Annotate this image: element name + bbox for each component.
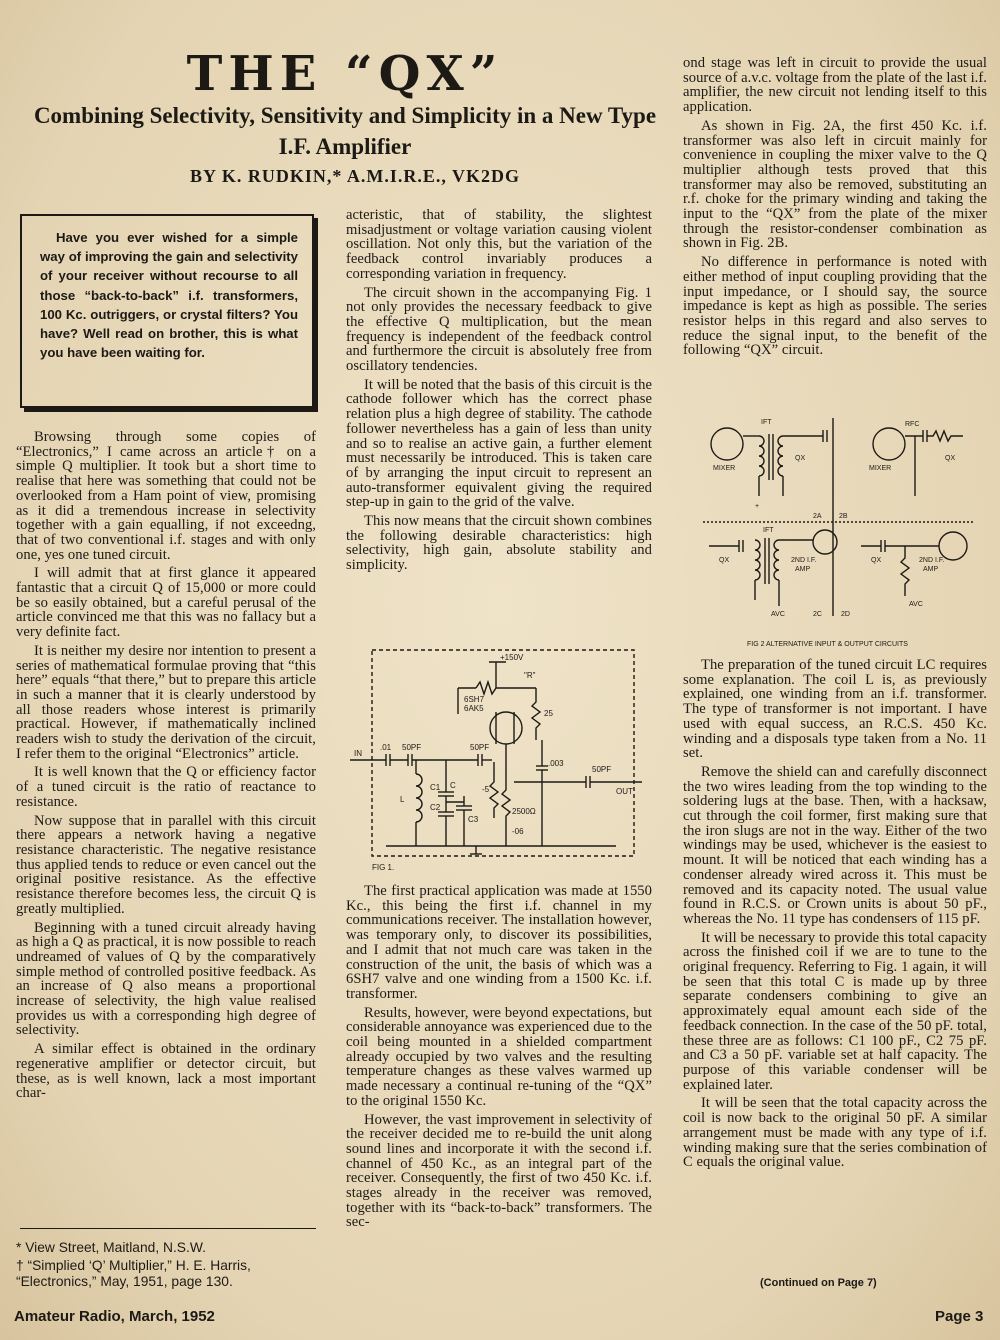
paragraph: It will be seen that the total capacity across the coil is now back to the original 50 pF. A similar arrangement must be made with any type of i.f. winding making sure that the series combination of C equals the original value. (683, 1095, 987, 1171)
paragraph: acteristic, that of stability, the slightest misadjustment or voltage variation causing violent oscillation. Not only this, but the variation of the feedback control invariably produces a corresponding variation in frequency. (346, 207, 652, 282)
figure-1-schematic (346, 642, 652, 878)
fig2-label-2d: 2D (841, 611, 850, 618)
fig1-label-c3: C3 (468, 815, 479, 824)
fig2-label-qx-c: QX (719, 557, 730, 564)
fig1-caption: FIG 1. (372, 863, 395, 872)
fig2-label-mixer-a: MIXER (713, 465, 736, 472)
fig2-caption: FIG 2 ALTERNATIVE INPUT & OUTPUT CIRCUITS (747, 641, 908, 648)
fig1-label-c50b: 50PF (470, 743, 490, 752)
fig1-label-c1: C1 (430, 783, 441, 792)
fig1-label-r: "R" (524, 671, 536, 680)
article-title: THE “QX” (186, 46, 504, 102)
paragraph: It is well known that the Q or efficiency factor of a tuned circuit is the ratio of reactance to resistance. (16, 764, 316, 810)
fig1-frame (372, 650, 634, 856)
fig2-label-mixer-b: MIXER (869, 465, 892, 472)
fig2-label-amp2-c: AMP (795, 566, 811, 573)
fig1-label-c50a: 50PF (402, 743, 422, 752)
fig2-label-ift-c: IFT (763, 527, 774, 534)
fig1-label-c003: .003 (548, 759, 564, 768)
paragraph: It is neither my desire nor intention to present a series of mathematical formulae proving that “this here” equals “that there,” but to prepare this article in such a manner that it is clearly understood by all those readers whose interest is primarily practical. However, if mathematically inclined readers wish to study the derivation of the circuit, I refer them to the original “Electronics” article. (16, 642, 316, 762)
valve-symbol (490, 712, 522, 744)
fig2-label-rfc: RFC (905, 421, 920, 428)
paragraph: It will be necessary to provide this total capacity across the finished coil if we are to tune to the original frequency. Referring to Fig. 1 again, it will be seen that this total C is made up by three separate condensers combining to give an approximately equal amount each side of the feedback connection. In the case of the 50 pF. total, these three are as follows: C1 100 pF., C2 75 pF. and C3 a 50 pF. variable set at half capacity. The purpose of this variable condenser will be explained later. (683, 929, 987, 1093)
paragraph: This now means that the circuit shown combines the following desirable characteristics: high selectivity, high gain, absolute stability and simplicity. (346, 513, 652, 574)
column-3-continued (683, 658, 987, 1174)
fig2-label-2c: 2C (813, 611, 822, 618)
fig1-label-r06: -06 (512, 827, 524, 836)
fig2-label-qx-a: QX (795, 455, 806, 462)
footer-page-number: Page 3 (935, 1308, 984, 1325)
column-1 (16, 430, 316, 1105)
fig1-label-c2: C2 (430, 803, 441, 812)
paragraph: The circuit shown in the accompanying Fig. 1 not only provides the necessary feedback to give the effective Q multiplication, but the mean frequency is independent of the feedback control and furthermore the circuit is absolutely free from oscillatory tendencies. (346, 284, 652, 375)
fig2-label-amp2-d: AMP (923, 566, 939, 573)
continued-note: (Continued on Page 7) (760, 1277, 877, 1289)
fig1-label-c: C (450, 781, 456, 790)
fig2-label-avc-c: AVC (771, 611, 785, 618)
fig1-label-valve2: 6AK5 (464, 704, 484, 713)
fig2-label-qx-d: QX (871, 557, 882, 564)
paragraph: ond stage was left in circuit to provide the usual source of a.v.c. voltage from the plate of the last i.f. amplifier, the new circuit not lending itself to this application. (683, 55, 987, 116)
footnote-rule (20, 1228, 316, 1229)
fig1-label-valve: 6SH7 (464, 695, 485, 704)
fig2-label-ift-a: IFT (761, 419, 772, 426)
column-2-continued (346, 884, 652, 1234)
figure-2-schematics (683, 410, 987, 652)
fig1-label-r25: 25 (544, 709, 553, 718)
article-subtitle: Combining Selectivity, Sensitivity and Simplicity in a New Type I.F. Amplifier (33, 103, 657, 159)
footer-publication: Amateur Radio, March, 1952 (14, 1308, 215, 1325)
fig2-label-amp-d: 2ND I.F. (919, 557, 945, 564)
fig1-label-b-plus: +150V (500, 653, 524, 662)
fig1-label-r2500: 2500Ω (512, 807, 536, 816)
fig2-label-2a: 2A (813, 513, 822, 520)
paragraph: Browsing through some copies of “Electronics,” I came across an article† on a simple Q multiplier. It took but a short time to realise that here was something that could not be overlooked from a Ham point of view, promising as it did a tremendous increase in selectivity together with a gain equalling, if not exceedng, that of two conventional i.f. stages and with only one, yes one tuned circuit. (16, 429, 316, 563)
paragraph: No difference in performance is noted with either method of input coupling providing that the input impedance, or I should say, the source impedance is kept as high as possible. The series resistor helps in this regard and also serves to reduce the signal input, to the benefit of the following “QX” circuit. (683, 254, 987, 359)
paragraph: Now suppose that in parallel with this circuit there appears a network having a negative resistance characteristic. The negative resistance thus applied tends to reduce or even cancel out the original positive resistance. As the effective resistance therefore becomes less, the circuit Q is greatly multiplied. (16, 812, 316, 917)
fig2-label-plus: + (755, 503, 760, 510)
footnote-reference: † “Simplied ‘Q’ Multiplier,” H. E. Harris, “Electronics,” May, 1951, page 130. (16, 1258, 251, 1289)
fig2-label-avc-d: AVC (909, 601, 923, 608)
fig2-label-2b: 2B (839, 513, 848, 520)
paragraph: Results, however, were beyond expectations, but considerable annoyance was experienced due to the coil being mounted in a shielded compartment already occupied by two valves and the resulting temperature changes as these valves warmed up made necessary a continual re-tuning of the “QX” to the original 1550 Kc. (346, 1004, 652, 1109)
fig1-label-c50c: 50PF (592, 765, 612, 774)
intro-box (20, 214, 314, 408)
fig1-label-output: OUT (616, 787, 633, 796)
intro-text: Have you ever wished for a simple way of improving the gain and selectivity of your receiver without recourse to all those “back-to-back” i.f. transformers, 100 Kc. outriggers, or crystal filters? You have? Well read on brother, this is what you have been waiting for. (40, 230, 298, 361)
footnote-address: * View Street, Maitland, N.S.W. (16, 1240, 206, 1255)
column-3 (683, 56, 987, 362)
paragraph: Beginning with a tuned circuit already having as high a Q as practical, it is now possible to reach undreamed of values of Q by the comparatively simple method of controlled positive feedback. As an increase of Q also means a proportional increase of selectivity, the high value realised provides us with a corresponding high degree of selectivity. (16, 919, 316, 1039)
paragraph: The first practical application was made at 1550 Kc., this being the first i.f. channel in my communications receiver. The installation however, was temporary only, to discover its possibilities, and I admit that not much care was taken in the construction of the unit, the basis of which was a 6SH7 valve and one winding from a 1500 Kc. i.f. transformer. (346, 883, 652, 1002)
fig1-label-input: IN (354, 749, 362, 758)
paragraph: It will be noted that the basis of this circuit is the cathode follower which has the correct phase relation plus a high degree of stability. The cathode follower nevertheless has a gain of less than unity and so to realise an active gain, a further element must necessarily be introduced. This is taken care of by arranging the input circuit to represent an auto-transformer equivalent giving the required step-up in gain to the grid of the valve. (346, 376, 652, 511)
byline: BY K. RUDKIN,* A.M.I.R.E., VK2DG (189, 166, 521, 186)
fig2-label-amp-c: 2ND I.F. (791, 557, 817, 564)
paragraph: A similar effect is obtained in the ordinary regenerative amplifier or detector circuit, but these, as is well known, lack a most important char- (16, 1041, 316, 1102)
paragraph: Remove the shield can and carefully disconnect the two wires leading from the top winding to the soldering lugs at the base. Then, with a hacksaw, cut through the coil former, first making sure that the iron slugs are not in the way. Either of the two windings may be used, whichever is the easiest to mount. It will be noticed that each winding has a condenser already wired across it. This must be removed and its capacity noted. The usual value found in R.C.S. or Crown units is about 50 pF., whereas the No. 11 type has condensers of 115 pF. (683, 763, 987, 927)
paragraph: The preparation of the tuned circuit LC requires some explanation. The coil L is, as previously explained, one winding from an i.f. transformer. The type of transformer is not important. I have used with equal success, an R.C.S. 450 Kc. winding and a disposals type taken from a No. 11 set. (683, 657, 987, 762)
column-2 (346, 208, 652, 577)
fig1-label-l: L (400, 795, 405, 804)
fig1-label-c01: .01 (380, 743, 392, 752)
paragraph: As shown in Fig. 2A, the first 450 Kc. i.f. transformer was also left in circuit mainly for convenience in coupling the mixer valve to the Q multiplier although tests proved that this transformer may also be removed, substituting an r.f. choke for the primary winding and taking the input to the “QX” from the plate of the mixer through the resistor-condenser combination as shown in Fig. 2B. (683, 117, 987, 252)
paragraph: However, the vast improvement in selectivity of the receiver decided me to re-build the unit along sound lines and incorporate it with the second i.f. channel of 450 Kc., as an integral part of the receiver. Consequently, the first of two 450 Kc. i.f. stages already in the receiver was removed, together with its “back-to-back” transformers. The sec- (346, 1111, 652, 1231)
fig1-label-r5: -5 (482, 785, 490, 794)
fig2-label-qx-b: QX (945, 455, 956, 462)
paragraph: I will admit that at first glance it appeared fantastic that a circuit Q of 15,000 or more could be so easily obtained, but a careful perusal of the article convinced me that this was no fallacy but a very definite fact. (16, 565, 316, 641)
